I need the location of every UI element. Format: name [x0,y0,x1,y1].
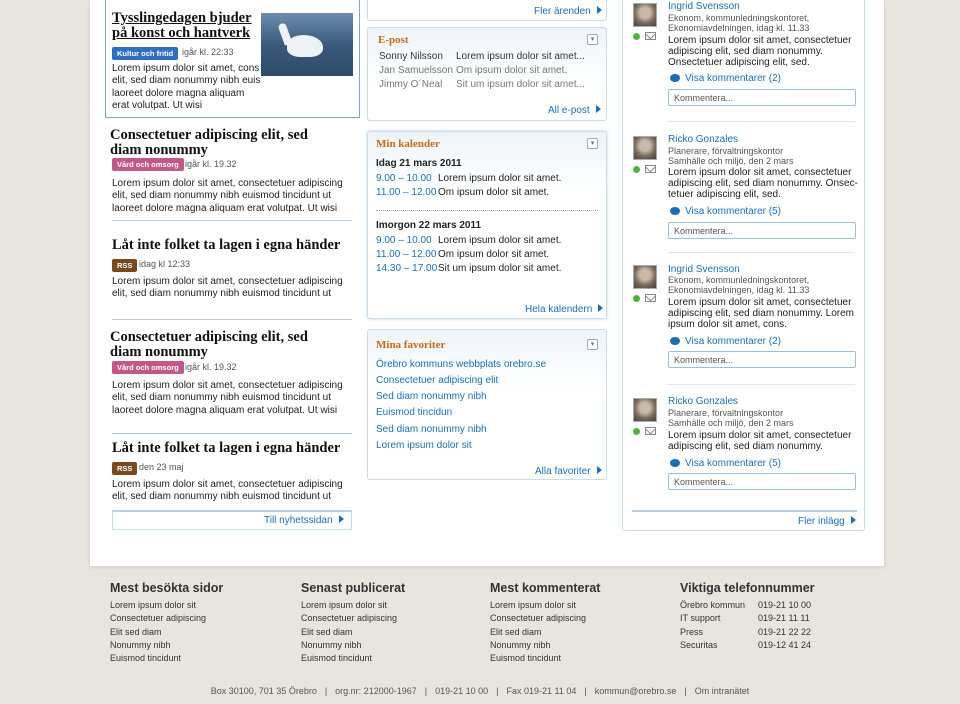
mail-icon[interactable] [645,427,656,435]
tag-vard[interactable]: Vård och omsorg [112,158,184,171]
post-text: tetuer adipiscing elit, sed. [668,189,781,200]
email-box [367,27,607,121]
news-text: Lorem ipsum dolor sit amet, cons elit, sed diam nonummy nibh euis laoreet dolore magna aliquam erat volutpat. Ut wisi [112,63,261,111]
comment-input[interactable]: Kommentera... [668,473,856,490]
posts-more-link[interactable]: Fler inlägg [798,516,856,527]
errands-more-link[interactable]: Fler ärenden [534,6,602,17]
post-text: adipiscing elit, sed diam nonummy. [668,46,823,57]
phone-name: Press [680,627,704,637]
main-content [90,0,884,566]
post-text: adipiscing elit, sed diam nonummy. Onsec- [668,178,858,189]
separator: | [584,686,587,696]
collapse-icon[interactable]: ▾ [587,34,598,45]
post-role: Ekonomiavdelningen, idag kl. 11.33 [668,23,810,33]
footer-col-title: Senast publicerat [301,581,406,595]
online-status-icon [633,295,640,302]
event-text: Sit um ipsum dolor sit amet. [438,263,562,274]
favorite-link[interactable]: Örebro kommuns webbplats orebro.se [376,359,547,370]
favorite-link[interactable]: Lorem ipsum dolor sit [376,440,472,451]
comment-input[interactable]: Kommentera... [668,89,856,106]
phone-number[interactable]: 019-12 41 24 [758,640,812,650]
divider [112,433,352,434]
show-comments-label: Visa kommentarer (5) [685,458,781,469]
email-subject: Sit um ipsum dolor sit amet... [456,79,585,90]
favorites-box [367,329,607,480]
phone-number[interactable]: 019-21 11 11 [758,613,810,623]
avatar[interactable] [633,398,657,422]
footer-orgnr: org.nr: 212000-1967 [335,686,417,696]
news-title[interactable]: Tysslingedagen bjuder på konst och hantverk [112,10,252,41]
footer-link[interactable]: Elit sed diam [490,627,542,637]
featured-news [105,0,360,118]
comment-icon [670,207,680,215]
footer-col-title: Mest besökta sidor [110,581,224,595]
email-from: Jan Samuelsson [379,65,453,76]
calendar-title: Min kalender [376,138,440,150]
footer-link[interactable]: Lorem ipsum dolor sit [490,600,577,610]
footer [0,566,960,704]
avatar[interactable] [633,136,657,160]
email-from: Jimmy O´Neal [379,79,443,90]
mail-icon[interactable] [645,294,656,302]
event-text: Om ipsum dolor sit amet. [438,249,550,260]
show-comments-label: Visa kommentarer (5) [685,206,781,217]
show-comments-link[interactable] [670,458,781,469]
footer-phone[interactable]: 019-21 10 00 [435,686,489,696]
show-comments-label: Visa kommentarer (2) [685,73,781,84]
separator: | [496,686,499,696]
footer-link[interactable]: Nonummy nibh [490,640,551,650]
phone-name: Örebro kommun [680,600,746,610]
swan-shape [287,35,323,57]
phone-name: IT support [680,613,721,623]
post-text: Lorem ipsum dolor sit amet, consectetuer [668,167,852,178]
show-comments-label: Visa kommentarer (2) [685,336,781,347]
comment-input[interactable]: Kommentera... [668,351,856,368]
divider [112,220,352,221]
calendar-box [367,131,607,319]
footer-bottom-bar [0,686,960,696]
show-comments-link[interactable] [670,336,781,347]
swan-neck [277,22,292,45]
avatar[interactable] [633,3,657,27]
favorites-title: Mina favoriter [376,339,446,351]
collapse-icon[interactable]: ▾ [587,138,598,149]
post-text: adipiscing elit, sed diam nonummy. Lorem [668,308,855,319]
event-text: Lorem ipsum dolor sit amet. [438,235,562,246]
footer-fax: Fax 019-21 11 04 [506,686,577,696]
post-role: Ekonom, kommunledningskontoret, [668,275,810,285]
calendar-day: Idag 21 mars 2011 [376,158,462,169]
phone-name: Securitas [680,640,718,650]
tag-rss[interactable]: RSS [112,462,137,475]
email-title: E-post [378,34,409,46]
collapse-icon[interactable]: ▾ [587,339,598,350]
separator: | [684,686,687,696]
event-text: Om ipsum dolor sit amet. [438,187,550,198]
post-text: Lorem ipsum dolor sit amet, consectetuer [668,297,852,308]
post-author[interactable]: Ricko Gonzales [668,134,739,145]
post-author[interactable]: Ingrid Svensson [668,1,740,12]
post-role: Planerare, förvaltningskontor [668,146,784,156]
tag-rss[interactable]: RSS [112,259,137,272]
avatar[interactable] [633,265,657,289]
show-comments-link[interactable] [670,206,781,217]
news-text: Lorem ipsum dolor sit amet, consectetuer adipiscing elit, sed diam nonummy nibh euismod tincidunt ut laoreet dolore magna aliquam erat volutpat. Ut wisi [112,380,343,416]
divider [667,252,855,253]
calendar-event[interactable] [376,263,561,274]
favorites-more-link[interactable]: Alla favoriter [535,466,602,477]
divider [667,121,855,122]
divider [112,319,352,320]
comment-icon [670,459,680,467]
online-status-icon [633,33,640,40]
event-time: 11.00 – 12.00 [376,187,437,198]
footer-link[interactable]: Nonummy nibh [110,640,171,650]
phone-number[interactable]: 019-21 10 00 [758,600,812,610]
news-title[interactable]: Låt inte folket ta lagen i egna händer [112,440,341,456]
post-author[interactable]: Ingrid Svensson [668,264,740,275]
news-time: igår kl. 19.32 [185,362,237,372]
comment-icon [670,74,680,82]
news-time: igår kl. 22:33 [182,47,234,57]
email-subject: Om ipsum dolor sit amet. [456,65,568,76]
tag-kultur[interactable]: Kultur och fritid [112,47,178,60]
separator: | [324,686,328,696]
footer-link[interactable]: Consectetuer adipiscing [301,613,398,623]
divider [376,210,598,211]
footer-col-title: Viktiga telefonnummer [680,581,815,595]
comment-icon [670,337,680,345]
footer-link[interactable]: Elit sed diam [301,627,353,637]
post-author[interactable]: Ricko Gonzales [668,396,739,407]
favorite-link[interactable]: Sed diam nonummy nibh [376,391,487,402]
post-role: Ekonomiavdelningen, idag kl. 11.33 [668,285,810,295]
show-comments-link[interactable] [670,73,781,84]
footer-link[interactable]: Euismod tincidunt [110,653,182,663]
footer-link[interactable]: Nonummy nibh [301,640,362,650]
mail-icon[interactable] [645,165,656,173]
favorite-link[interactable]: Euismod tincidun [376,407,453,418]
footer-link[interactable]: Consectetuer adipiscing [110,613,207,623]
post-role: Samhälle och miljö, den 2 mars [668,156,794,166]
post-role: Samhälle och miljö, den 2 mars [668,418,794,428]
footer-link[interactable]: Euismod tincidunt [301,653,373,663]
news-image[interactable] [261,13,353,76]
calendar-more-link[interactable]: Hela kalendern [525,304,603,315]
news-title[interactable]: Låt inte folket ta lagen i egna händer [112,237,341,253]
post-role: Planerare, förvaltningskontor [668,408,784,418]
email-row[interactable] [379,51,585,62]
phone-number[interactable]: 019-21 22 22 [758,627,812,637]
tag-vard[interactable]: Vård och omsorg [112,361,184,374]
online-status-icon [633,428,640,435]
calendar-event[interactable] [376,173,561,184]
calendar-event[interactable] [376,249,549,260]
footer-col-title: Mest kommenterat [490,581,601,595]
post-text: ipsum dolor sit amet, cons. [668,319,787,330]
favorite-link[interactable]: Sed diam nonummy nibh [376,424,487,435]
email-from: Sonny Nilsson [379,51,443,62]
post-text: Lorem ipsum dolor sit amet, consectetuer [668,35,852,46]
footer-link[interactable]: Lorem ipsum dolor sit [110,600,197,610]
footer-link[interactable]: Elit sed diam [110,627,162,637]
news-text: Lorem ipsum dolor sit amet, consectetuer adipiscing elit, sed diam nonummy nibh euismod tincidunt ut laoreet dolore magna aliquam erat volutpat. Ut wisi [112,178,343,214]
mail-icon[interactable] [645,32,656,40]
calendar-event[interactable] [376,235,561,246]
news-title[interactable]: Consectetuer adipiscing elit, sed diam nonummy [110,329,308,360]
footer-about-link[interactable]: Om intranätet [694,686,750,696]
footer-link[interactable]: Euismod tincidunt [490,653,562,663]
post-text: Lorem ipsum dolor sit amet, consectetuer [668,430,852,441]
email-subject: Lorem ipsum dolor sit amet... [456,51,585,62]
post-text: adipiscing elit, sed diam nonummy. [668,441,823,452]
event-time: 9.00 – 10.00 [376,173,432,184]
email-more-link[interactable]: All e-post [548,105,601,116]
event-time: 11.00 – 12.00 [376,249,437,260]
footer-email[interactable]: kommun@orebro.se [594,686,677,696]
news-more-link[interactable]: Till nyhetssidan [264,515,344,526]
calendar-day: Imorgon 22 mars 2011 [376,220,482,231]
separator: | [424,686,428,696]
footer-address: Box 30100, 701 35 Örebro [210,686,317,696]
divider [632,510,857,512]
online-status-icon [633,166,640,173]
divider [667,384,855,385]
calendar-event[interactable] [376,187,549,198]
news-text: Lorem ipsum dolor sit amet, consectetuer adipiscing elit, sed diam nonummy nibh euismod tincidunt ut [112,479,343,503]
event-time: 14.30 – 17.00 [376,263,438,274]
post-text: Onsectetuer adipiscing elit, sed. [668,57,810,68]
event-time: 9.00 – 10.00 [376,235,432,246]
footer-link[interactable]: Consectetuer adipiscing [490,613,587,623]
email-row[interactable] [379,79,585,90]
comment-input[interactable]: Kommentera... [668,222,856,239]
news-title[interactable]: Consectetuer adipiscing elit, sed diam nonummy [110,127,308,158]
news-time: den 23 maj [139,462,184,472]
favorite-link[interactable]: Consectetuer adipiscing elit [376,375,499,386]
footer-link[interactable]: Lorem ipsum dolor sit [301,600,388,610]
news-text: Lorem ipsum dolor sit amet, consectetuer adipiscing elit, sed diam nonummy nibh euismod tincidunt ut [112,276,343,300]
news-time: idag kl 12:33 [139,259,191,269]
email-row[interactable] [379,65,567,76]
post-role: Ekonom, kommunledningskontoret, [668,13,810,23]
news-time: igår kl. 19.32 [185,159,237,169]
event-text: Lorem ipsum dolor sit amet. [438,173,562,184]
